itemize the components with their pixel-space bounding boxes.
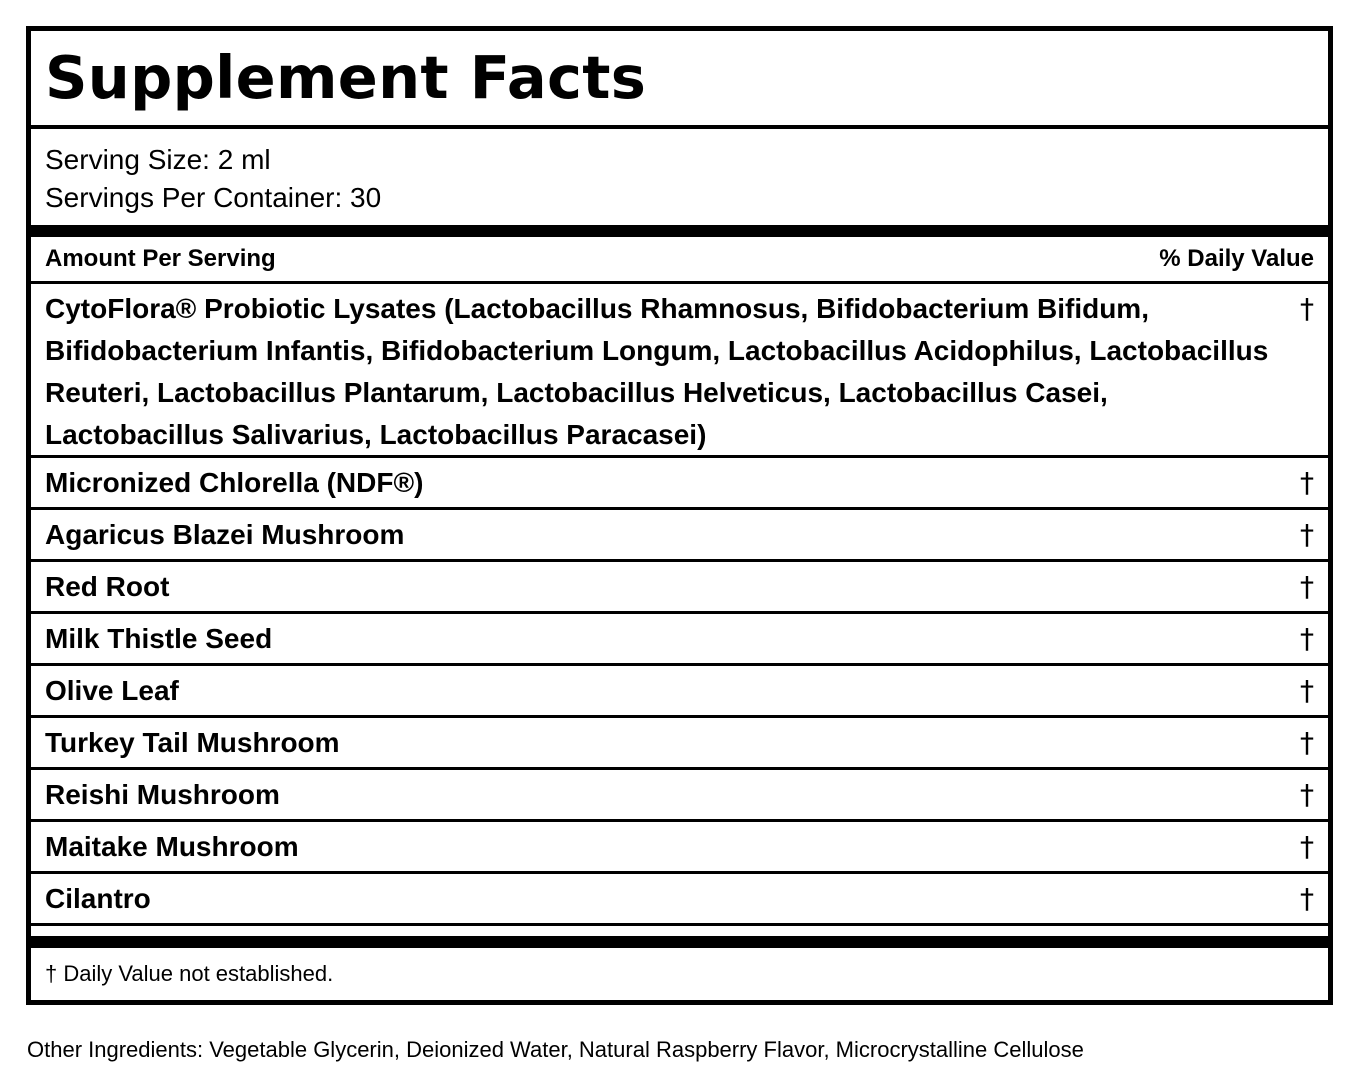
footnote-divider [31, 936, 1328, 948]
ingredient-daily-value: † [1300, 466, 1314, 499]
ingredient-name: CytoFlora® Probiotic Lysates (Lactobacillus Rhamnosus, Bifidobacterium Bifidum, Bifidobacterium Infantis, Bifidobacterium Longum, Lactobacillus Acidophilus, Lactobacillus Reuteri, Lactobacillus Plantarum, Lactobacillus Helveticus, Lactobacillus Casei, Lactobacillus Salivarius, Lactobacillus Paracasei) [45, 293, 1269, 450]
amount-per-serving-header: Amount Per Serving [45, 245, 276, 272]
ingredient-row [31, 281, 1328, 455]
ingredient-row [31, 455, 1328, 507]
ingredient-name: Maitake Mushroom [45, 831, 299, 862]
ingredient-row [31, 559, 1328, 611]
ingredients-end-spacer [31, 923, 1328, 936]
ingredient-daily-value: † [1300, 674, 1314, 707]
ingredient-name: Agaricus Blazei Mushroom [45, 519, 405, 550]
column-header [31, 237, 1328, 281]
servings-per-container: Servings Per Container: 30 [45, 182, 382, 213]
ingredient-daily-value: † [1300, 570, 1314, 603]
panel-title: Supplement Facts [45, 43, 647, 112]
ingredient-daily-value: † [1300, 622, 1314, 655]
other-ingredients: Other Ingredients: Vegetable Glycerin, Deionized Water, Natural Raspberry Flavor, Microcrystalline Cellulose [27, 1037, 1084, 1062]
daily-value-footnote: † Daily Value not established. [45, 961, 334, 986]
serving-size: Serving Size: 2 ml [45, 144, 271, 175]
ingredient-name: Micronized Chlorella (NDF®) [45, 467, 424, 498]
ingredient-row [31, 819, 1328, 871]
ingredient-row [31, 715, 1328, 767]
ingredient-name: Turkey Tail Mushroom [45, 727, 340, 758]
ingredient-name: Red Root [45, 571, 170, 602]
serving-divider [31, 225, 1328, 237]
ingredient-name: Milk Thistle Seed [45, 623, 273, 654]
ingredient-name: Cilantro [45, 883, 151, 914]
ingredient-name: Reishi Mushroom [45, 779, 280, 810]
ingredient-row [31, 663, 1328, 715]
ingredient-daily-value: † [1300, 882, 1314, 915]
ingredient-name: Olive Leaf [45, 675, 179, 706]
ingredient-daily-value: † [1300, 518, 1314, 551]
ingredient-daily-value: † [1300, 726, 1314, 759]
ingredient-daily-value: † [1300, 778, 1314, 811]
ingredient-row [31, 871, 1328, 923]
ingredient-row [31, 611, 1328, 663]
ingredient-daily-value: † [1300, 830, 1314, 863]
daily-value-header: % Daily Value [1159, 245, 1314, 272]
ingredient-row [31, 767, 1328, 819]
serving-info [31, 129, 1328, 225]
ingredient-daily-value: † [1300, 292, 1314, 325]
ingredient-row [31, 507, 1328, 559]
supplement-facts-panel [26, 26, 1333, 1005]
